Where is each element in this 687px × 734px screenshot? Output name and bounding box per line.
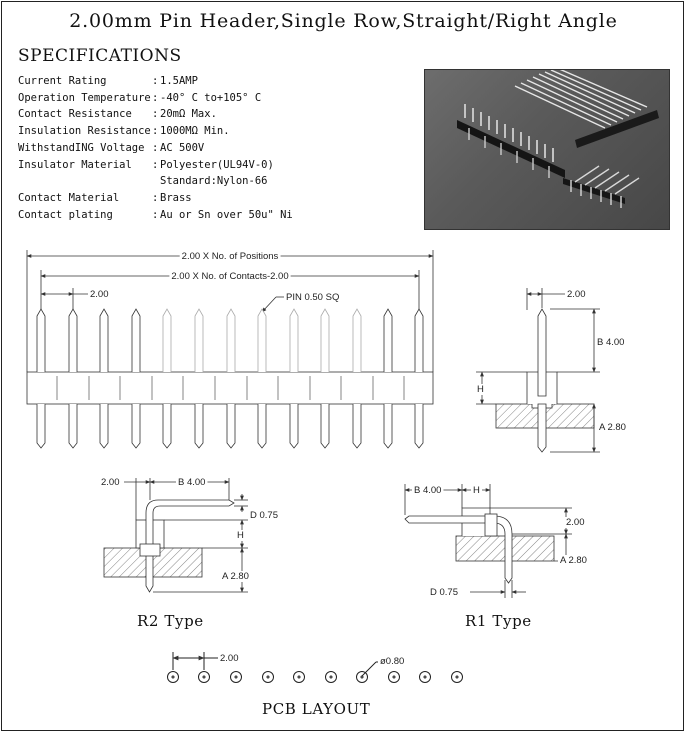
pcb-caption: PCB LAYOUT (262, 700, 371, 718)
spec-label: WithstandING Voltage (18, 141, 145, 154)
spec-label: Contact plating (18, 208, 113, 221)
r2-d-label: D 0.75 (250, 510, 278, 521)
dim-contacts-label: 2.00 X No. of Contacts-2.00 (171, 271, 289, 282)
spec-value: Brass (160, 191, 192, 204)
front-pitch-label: 2.00 (90, 289, 109, 300)
spec-row: Contact Material : Brass (18, 190, 293, 207)
page-title: 2.00mm Pin Header,Single Row,Straight/Right Angle (69, 10, 618, 32)
spec-row: WithstandING Voltage : AC 500V (18, 140, 293, 157)
r2-a-label: A 2.80 (222, 571, 249, 582)
pcb-pitch-label: 2.00 (220, 653, 239, 664)
r2-h-label: H (237, 530, 244, 541)
spec-value: Au or Sn over 50u" Ni (160, 208, 293, 221)
r1-caption: R1 Type (465, 612, 532, 630)
spec-value: 1.5AMP (160, 75, 198, 87)
spec-label: Insulator Material (18, 158, 132, 171)
spec-value: -40° C to+105° C (160, 91, 262, 104)
pcb-layout (168, 652, 463, 683)
spec-value: 1000MΩ Min. (160, 125, 230, 138)
spec-value: 20mΩ Max. (160, 108, 217, 121)
spec-row: Contact plating : Au or Sn over 50u" Ni (18, 207, 293, 224)
spec-value: AC 500V (160, 141, 205, 154)
specifications-heading: SPECIFICATIONS (18, 46, 182, 66)
side-pitch-label: 2.00 (567, 289, 586, 300)
spec-row: Current Rating : 1.5AMP (18, 73, 293, 90)
pcb-holes (168, 672, 463, 683)
spec-row: Operation Temperature : -40° C to+105° C (18, 90, 293, 107)
r1-b-label: B 4.00 (414, 485, 442, 496)
spec-label: Contact Material (18, 191, 120, 204)
spec-label: Contact Resistance (18, 108, 132, 121)
spec-value: Standard:Nylon-66 (160, 175, 268, 188)
r1-d-label: D 0.75 (430, 587, 458, 598)
pin-note-label: PIN 0.50 SQ (286, 292, 340, 303)
spec-value: Polyester(UL94V-0) (160, 158, 274, 171)
r1-a-label: A 2.80 (560, 555, 587, 566)
side-a-label: A 2.80 (599, 422, 626, 433)
spec-row: Contact Resistance : 20mΩ Max. (18, 106, 293, 123)
spec-label: Current Rating (18, 75, 107, 87)
r2-pitch-label: 2.00 (101, 477, 120, 488)
spec-row: Insulator Material : Polyester(UL94V-0) (18, 157, 293, 174)
r1-drawing (405, 484, 572, 598)
spec-row: Insulation Resistance : 1000MΩ Min. (18, 123, 293, 140)
spec-label: Operation Temperature (18, 91, 151, 104)
side-b-label: B 4.00 (597, 337, 625, 348)
r2-caption: R2 Type (137, 612, 204, 630)
dim-positions-label: 2.00 X No. of Positions (181, 251, 279, 262)
r2-b-label: B 4.00 (178, 477, 206, 488)
spec-label: Insulation Resistance (18, 125, 151, 138)
side-h-label: H (477, 384, 484, 395)
pcb-hole-label: ø0.80 (380, 656, 405, 667)
r1-pitch-label: 2.00 (566, 517, 585, 528)
r1-h-label: H (473, 485, 480, 496)
side-view (476, 288, 600, 452)
